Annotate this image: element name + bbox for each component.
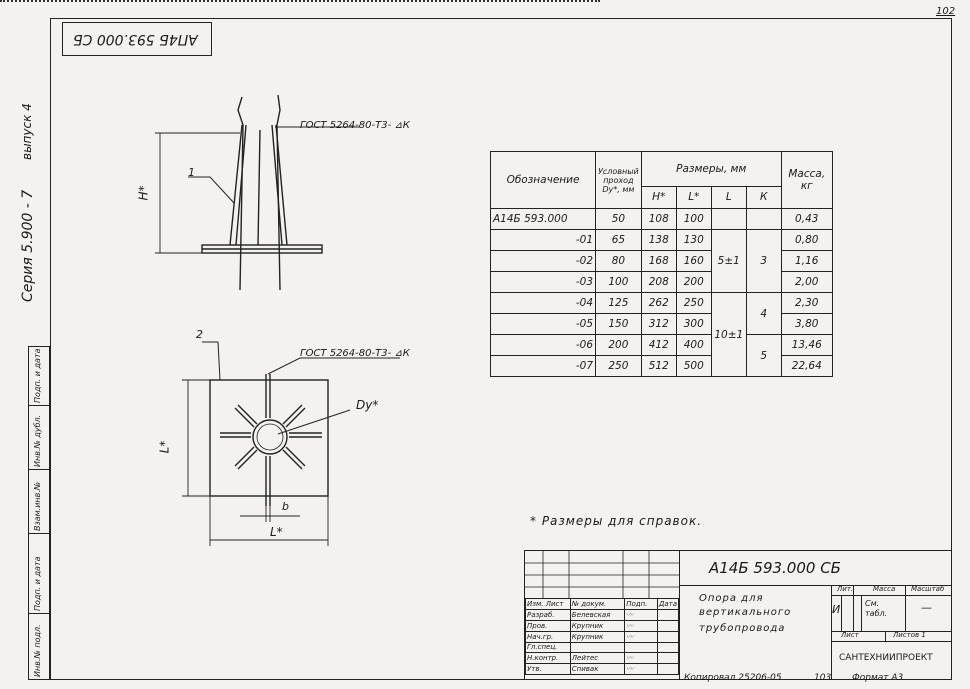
side-cell — [29, 469, 49, 534]
cell-dy: 200 — [596, 335, 642, 356]
lit-header: Лит. — [837, 585, 854, 593]
cell-mass: 0,43 — [781, 209, 832, 230]
side-cell — [29, 347, 49, 406]
ph-2: Подп. — [625, 599, 658, 610]
elevation-view — [130, 85, 430, 305]
label-2: 2 — [196, 328, 203, 341]
cell-lstar: 500 — [676, 356, 711, 377]
person-row — [526, 642, 679, 653]
table-row — [491, 293, 833, 314]
cell-lstar: 400 — [676, 335, 711, 356]
hdr-l: L — [711, 186, 746, 208]
footer-num: 103 — [814, 673, 832, 683]
cell-l-group-2: 10±1 — [711, 293, 746, 377]
sig: 〰 — [625, 620, 658, 631]
cell-mass: 0,80 — [781, 230, 832, 251]
cell-mass: 2,30 — [781, 293, 832, 314]
role: Гл.спец. — [526, 642, 571, 653]
role: Пров. — [526, 620, 571, 631]
dim-l-bottom: L* — [270, 525, 283, 539]
hdr-mass: Масса, кг — [781, 152, 832, 209]
org-name: САНТЕХНИИПРОЕКТ — [839, 653, 933, 663]
cell-dy: 150 — [596, 314, 642, 335]
divider — [861, 595, 862, 631]
dim-dy-label: Dy* — [356, 398, 379, 412]
title-name-cell — [679, 585, 832, 679]
cell-dy: 50 — [596, 209, 642, 230]
person-name: Спивак — [570, 664, 624, 675]
table-row — [491, 251, 833, 272]
cell-k-group-3: 5 — [746, 335, 781, 377]
person-name: Белевская — [570, 609, 624, 620]
footer-format: Формат А3 — [852, 673, 904, 683]
scale-header: Масштаб — [911, 585, 945, 593]
cell-h: 512 — [641, 356, 676, 377]
code-top-text: АП4Б 593.000 СБ — [73, 31, 198, 47]
title-name-2: вертикального — [699, 607, 792, 618]
cell-dy: 100 — [596, 272, 642, 293]
role: Утв. — [526, 664, 571, 675]
cell-mass: 2,00 — [781, 272, 832, 293]
cell-lstar: 130 — [676, 230, 711, 251]
ph-0: Изм. Лист — [526, 599, 571, 610]
lit-value: И — [832, 603, 841, 616]
cell-mass: 22,64 — [781, 356, 832, 377]
title-block — [524, 550, 952, 680]
person-row — [526, 653, 679, 664]
dim-b-label: b — [282, 500, 289, 513]
date — [657, 620, 678, 631]
cell-lstar: 200 — [676, 272, 711, 293]
title-code: А14Б 593.000 СБ — [709, 559, 841, 577]
side-box-1: Инв.№ подл. — [33, 624, 42, 677]
role: Нач.гр. — [526, 631, 571, 642]
table-row — [491, 314, 833, 335]
cell-lstar: 300 — [676, 314, 711, 335]
side-box-2: Подп. и дата — [33, 556, 42, 611]
sheet-label: Лист — [841, 631, 859, 639]
cell-h: 312 — [641, 314, 676, 335]
blank-rev-grid — [525, 551, 679, 599]
issue-label: выпуск 4 — [20, 103, 34, 160]
cell-designation: -06 — [491, 335, 596, 356]
cell-dy: 80 — [596, 251, 642, 272]
hdr-lstar: L* — [676, 186, 711, 208]
side-cell — [29, 533, 49, 614]
cell-dy: 125 — [596, 293, 642, 314]
note-text: * Размеры для справок. — [530, 514, 703, 528]
cell-designation: -03 — [491, 272, 596, 293]
title-name-1: Опора для — [699, 593, 764, 604]
sig: 〰 — [625, 653, 658, 664]
table-row — [491, 356, 833, 377]
title-name-3: трубопровода — [699, 623, 786, 634]
cell-dy: 250 — [596, 356, 642, 377]
role: Н.контр. — [526, 653, 571, 664]
side-box-5: Подп. и дата — [33, 348, 42, 403]
sig: 〰 — [625, 609, 658, 620]
cell-mass: 13,46 — [781, 335, 832, 356]
person-name: Крупник — [570, 631, 624, 642]
gost-label-1: ГОСТ 5264-80-Т3- ⊿К — [300, 120, 410, 131]
sheet-number: 102 — [936, 6, 956, 17]
mass-header: Масса — [873, 585, 896, 593]
cell-designation: -07 — [491, 356, 596, 377]
side-box-3: Взам.инв.№ — [33, 481, 42, 531]
person-row — [526, 631, 679, 642]
sig — [625, 642, 658, 653]
date — [657, 664, 678, 675]
cell-lstar: 100 — [676, 209, 711, 230]
side-cell — [29, 405, 49, 470]
person-row — [526, 609, 679, 620]
table-row — [491, 272, 833, 293]
title-code-cell — [679, 551, 951, 586]
divider — [905, 585, 906, 631]
people-table — [525, 598, 679, 675]
date — [657, 653, 678, 664]
cell-h: 208 — [641, 272, 676, 293]
dim-h-label: Н* — [136, 185, 151, 201]
date — [657, 631, 678, 642]
code-box-top — [62, 22, 212, 56]
cell-lstar: 250 — [676, 293, 711, 314]
person-name: Лейтес — [570, 653, 624, 664]
cell-h: 108 — [641, 209, 676, 230]
cell-l — [711, 209, 746, 230]
scale-value: — — [921, 601, 932, 614]
cell-h: 138 — [641, 230, 676, 251]
person-row — [526, 664, 679, 675]
footer-copied: Копировал 25206-05 — [684, 673, 782, 683]
ph-1: № докум. — [570, 599, 624, 610]
date — [657, 609, 678, 620]
side-box-4: Инв.№ дубл. — [33, 414, 42, 467]
cell-k — [746, 209, 781, 230]
sheets-label: Листов 1 — [893, 631, 926, 639]
cell-k-group-2: 4 — [746, 293, 781, 335]
role: Разраб. — [526, 609, 571, 620]
dim-l-vertical: L* — [157, 440, 172, 454]
cell-k-group-1: 3 — [746, 230, 781, 293]
cell-designation: -02 — [491, 251, 596, 272]
date — [657, 642, 678, 653]
hdr-h: Н* — [641, 186, 676, 208]
divider — [885, 631, 886, 641]
series-label: Серия 5.900 - 7 — [20, 189, 36, 302]
hdr-designation: Обозначение — [491, 152, 596, 209]
side-cell — [29, 613, 49, 679]
cell-designation: -05 — [491, 314, 596, 335]
sig: 〰 — [625, 631, 658, 642]
cell-designation: -04 — [491, 293, 596, 314]
lit-mass-scale — [831, 585, 951, 632]
cell-l-group-1: 5±1 — [711, 230, 746, 293]
cell-designation: -01 — [491, 230, 596, 251]
label-1: 1 — [188, 166, 195, 179]
cell-mass: 3,80 — [781, 314, 832, 335]
hdr-nominal: Условный проход Dy*, мм — [596, 152, 642, 209]
divider — [841, 595, 842, 631]
cell-h: 262 — [641, 293, 676, 314]
cell-designation: А14Б 593.000 — [491, 209, 596, 230]
person-name: Крупник — [570, 620, 624, 631]
cell-mass: 1,16 — [781, 251, 832, 272]
sig: 〰 — [625, 664, 658, 675]
cell-dy: 65 — [596, 230, 642, 251]
person-row — [526, 620, 679, 631]
table-row — [491, 335, 833, 356]
table-row — [491, 209, 833, 230]
table-row — [491, 230, 833, 251]
hdr-k: К — [746, 186, 781, 208]
top-dotted-edge — [0, 0, 600, 4]
cell-h: 168 — [641, 251, 676, 272]
side-stamp — [28, 346, 50, 680]
mass-value: См. табл. — [865, 599, 888, 618]
cell-h: 412 — [641, 335, 676, 356]
cell-lstar: 160 — [676, 251, 711, 272]
ph-3: Дата — [658, 599, 677, 608]
hdr-sizes: Размеры, мм — [641, 152, 781, 187]
divider — [853, 585, 854, 631]
title-grid-left — [525, 551, 680, 679]
person-name — [570, 642, 624, 653]
gost-label-2: ГОСТ 5264-80-Т3- ⊿К — [300, 348, 410, 359]
spec-table — [490, 151, 833, 377]
